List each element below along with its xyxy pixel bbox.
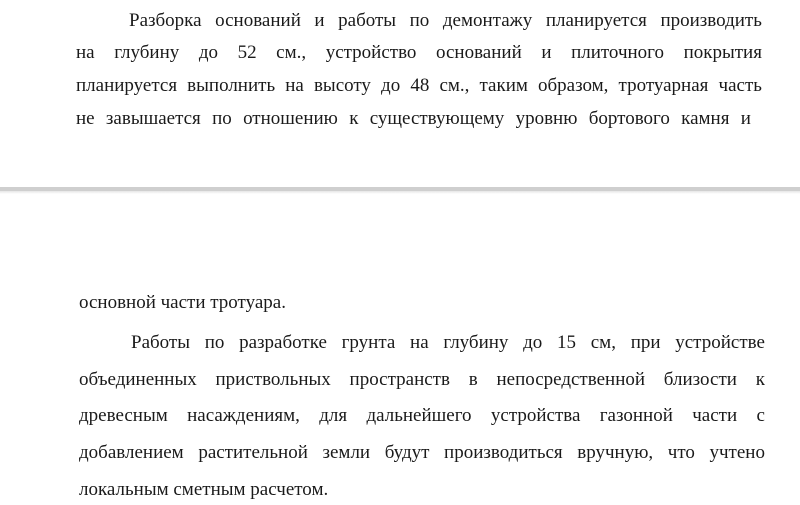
word: образом, — [538, 75, 609, 96]
word: растительной — [198, 442, 308, 463]
word: см., — [439, 75, 470, 96]
word: на — [285, 75, 304, 96]
word: и — [740, 108, 751, 129]
word: выполнить — [187, 75, 276, 96]
text-line: локальным сметным расчетом. — [79, 479, 329, 500]
word: Работы — [131, 332, 190, 353]
word: существующему — [369, 108, 505, 129]
word: высоту — [313, 75, 371, 96]
word: планируется — [545, 10, 647, 31]
word: газонной — [599, 405, 673, 426]
word: тротуарная — [618, 75, 709, 96]
word: 15 — [557, 332, 577, 353]
word: до — [523, 332, 543, 353]
word: учтено — [709, 442, 765, 463]
word: будут — [384, 442, 430, 463]
word: бортового — [588, 108, 670, 129]
word: планируется — [76, 75, 178, 96]
word: 52 — [237, 42, 257, 63]
word: глубину — [443, 332, 509, 353]
word: пространств — [349, 369, 450, 390]
word: и — [314, 10, 325, 31]
word: насаждениям, — [187, 405, 300, 426]
word: по — [212, 108, 232, 129]
word: не — [76, 108, 95, 129]
word: в — [468, 369, 478, 390]
word: до — [198, 42, 218, 63]
word: 48 — [410, 75, 430, 96]
word: см., — [276, 42, 307, 63]
word: завышается — [105, 108, 201, 129]
text-line — [131, 333, 765, 352]
word: устройстве — [675, 332, 765, 353]
word: добавлением — [79, 442, 184, 463]
word: Разборка — [129, 10, 202, 31]
word: часть — [718, 75, 762, 96]
word: объединенных — [79, 369, 197, 390]
text-line — [79, 370, 765, 389]
word: и — [541, 42, 552, 63]
word: оснований — [436, 42, 522, 63]
word: отношению — [243, 108, 338, 129]
word: оснований — [215, 10, 301, 31]
word: плиточного — [571, 42, 664, 63]
word: непосредственной — [496, 369, 646, 390]
word: по — [409, 10, 430, 31]
text-line — [76, 43, 762, 62]
word: устройства — [490, 405, 581, 426]
word: земли — [322, 442, 371, 463]
text-line — [129, 11, 762, 30]
word: для — [319, 405, 348, 426]
word: с — [756, 405, 765, 426]
word: на — [76, 42, 95, 63]
word: работы — [338, 10, 397, 31]
word: приствольных — [215, 369, 331, 390]
word: к — [349, 108, 359, 129]
word: демонтажу — [442, 10, 533, 31]
word: производиться — [444, 442, 563, 463]
word: уровню — [515, 108, 578, 129]
word: см, — [590, 332, 616, 353]
word: вручную, — [577, 442, 654, 463]
word: глубину — [114, 42, 180, 63]
word: к — [755, 369, 765, 390]
text-line — [79, 443, 765, 462]
text-line — [79, 406, 765, 425]
word: грунта — [341, 332, 396, 353]
word: при — [630, 332, 661, 353]
word: дальнейшего — [366, 405, 472, 426]
text-line — [76, 76, 762, 95]
text-line — [76, 109, 751, 128]
word: покрытия — [683, 42, 762, 63]
word: таким — [479, 75, 528, 96]
word: устройство — [325, 42, 417, 63]
word: на — [410, 332, 429, 353]
word: по — [204, 332, 225, 353]
word: до — [381, 75, 401, 96]
word: производить — [660, 10, 762, 31]
word: разработке — [239, 332, 327, 353]
word: близости — [663, 369, 737, 390]
word: камня — [681, 108, 730, 129]
page-break-shadow — [0, 191, 800, 194]
word: древесным — [79, 405, 168, 426]
text-line: основной части тротуара. — [79, 292, 286, 313]
word: что — [667, 442, 695, 463]
word: части — [692, 405, 738, 426]
